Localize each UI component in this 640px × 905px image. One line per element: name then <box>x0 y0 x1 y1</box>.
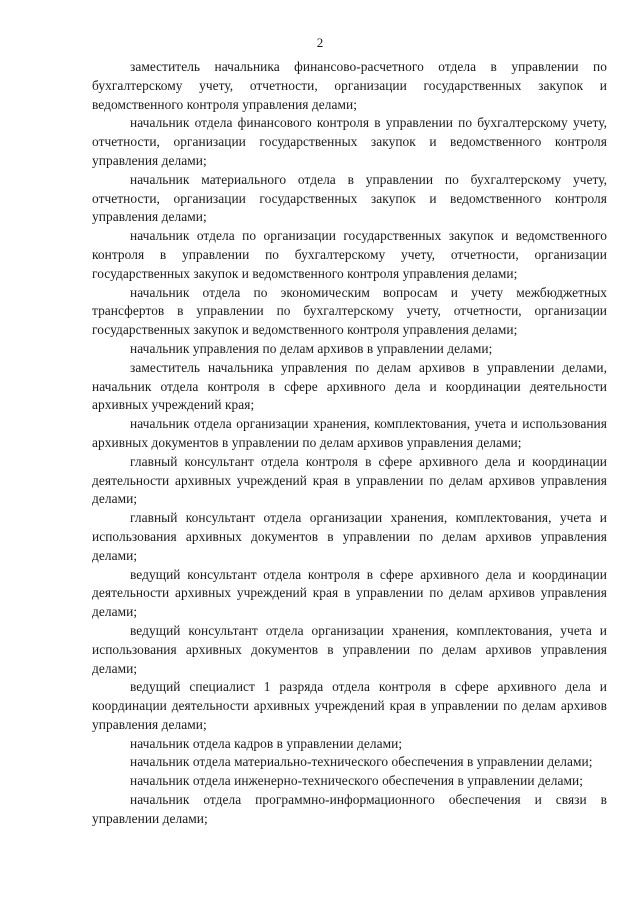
list-item: начальник отдела по организации государственных закупок и ведомственного контроля в управлении по бухгалтерскому учету, отчетности, организации государственных закупок и ведомственного контроля управления делами; <box>92 228 607 281</box>
list-item: ведущий консультант отдела организации хранения, комплектования, учета и использования архивных документов в управлении по делам архивов управления делами; <box>92 622 607 676</box>
list-item: начальник управления по делам архивов в управлении делами; <box>130 340 493 356</box>
position-list <box>92 58 607 829</box>
list-item: начальник материального отдела в управлении по бухгалтерскому учету, отчетности, организации государственных закупок и ведомственного контроля управления делами; <box>92 171 607 225</box>
list-item: ведущий консультант отдела контроля в сфере архивного дела и координации деятельности архивных учреждений края в управлении по делам архивов управления делами; <box>92 566 607 620</box>
list-item: главный консультант отдела контроля в сфере архивного дела и координации деятельности архивных учреждений края в управлении по делам архивов управления делами; <box>92 453 607 507</box>
list-item: начальник отдела программно-информационного обеспечения и связи в управлении делами; <box>92 792 607 826</box>
list-item: начальник отдела организации хранения, комплектования, учета и использования архивных документов в управлении по делам архивов управления делами; <box>92 416 607 450</box>
page-number: 2 <box>316 35 324 50</box>
list-item: начальник отдела по экономическим вопросам и учету межбюджетных трансфертов в управлении по бухгалтерскому учету, отчетности, организации государственных закупок и ведомственного контроля управления делами; <box>92 284 607 338</box>
list-item: начальник отдела инженерно-технического обеспечения в управлении делами; <box>130 773 584 789</box>
list-item: начальник отдела материально-технического обеспечения в управлении делами; <box>130 754 593 770</box>
list-item: ведущий специалист 1 разряда отдела контроля в сфере архивного дела и координации деятельности архивных учреждений края в управлении по делам архивов управления делами; <box>92 679 607 732</box>
list-item: заместитель начальника управления по делам архивов в управлении делами, начальник отдела контроля в сфере архивного дела и координации деятельности архивных учреждений края; <box>92 359 607 413</box>
list-item: главный консультант отдела организации хранения, комплектования, учета и использования архивных документов в управлении по делам архивов управления делами; <box>92 510 607 563</box>
list-item: начальник отдела финансового контроля в управлении по бухгалтерскому учету, отчетности, организации государственных закупок и ведомственного контроля управления делами; <box>92 115 607 168</box>
list-item: заместитель начальника финансово-расчетного отдела в управлении по бухгалтерскому учету, отчетности, организации государственных закупок и ведомственного контроля управления делами; <box>92 59 607 112</box>
list-item: начальник отдела кадров в управлении делами; <box>130 735 403 751</box>
